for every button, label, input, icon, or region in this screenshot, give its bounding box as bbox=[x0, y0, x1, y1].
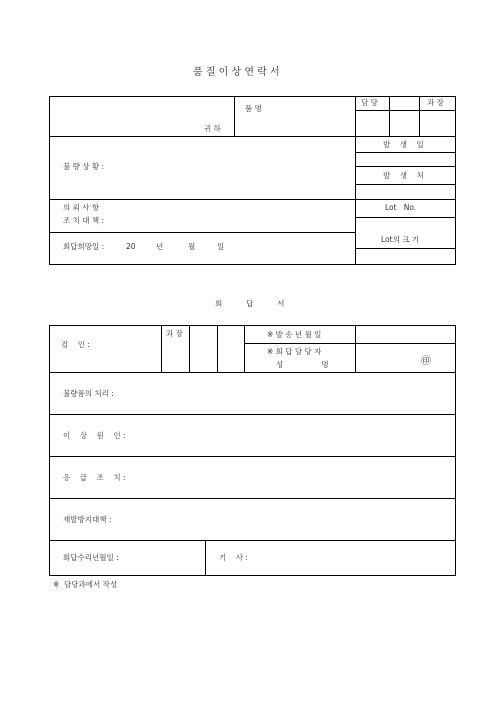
footnote: ※ 담당과에서 작성 bbox=[53, 580, 118, 589]
seal-mark: ㊞ bbox=[421, 356, 431, 367]
countermeasure-label: 조 치 대 책 : bbox=[63, 216, 105, 225]
reply-title: 회 답 서 bbox=[215, 299, 285, 308]
abnormal-cause-label: 이 상 원 인 : bbox=[63, 431, 126, 440]
recurrence-prevention-label: 재발방지대책 : bbox=[63, 515, 112, 524]
reply-desired-date-label: 회답희망일 : bbox=[63, 242, 105, 251]
occurrence-place-label: 발 생 처 bbox=[383, 171, 424, 180]
engineer-label: 기 사 : bbox=[219, 553, 248, 562]
send-date-label: ※ 발 송 년 월 일 bbox=[267, 330, 322, 339]
defect-status-label: 불 량 상 황 : bbox=[63, 162, 105, 171]
product-name-label: 품 명 bbox=[245, 104, 262, 113]
emergency-action-label: 응 급 조 치 : bbox=[63, 473, 126, 482]
reply-receipt-date-label: 회답수리년월일 : bbox=[63, 553, 119, 562]
form-title: 품 질 이 상 연 락 서 bbox=[193, 67, 280, 78]
lot-no-label: Lot No. bbox=[385, 203, 417, 212]
inspection-label: 검 인 : bbox=[61, 340, 90, 349]
damdang-label: 담 당 bbox=[361, 98, 378, 107]
addressee-label: 귀 하 bbox=[204, 124, 221, 133]
defect-handling-label: 불량품의 처리 : bbox=[63, 389, 114, 398]
year-label: 년 bbox=[156, 242, 164, 251]
responder-label: ※ 회 답 담 당 자 bbox=[267, 347, 322, 356]
day-label: 일 bbox=[217, 242, 225, 251]
lot-size-label: Lot의 크 기 bbox=[381, 235, 420, 244]
month-label: 월 bbox=[188, 242, 196, 251]
request-items-label: 의 뢰 사 항 bbox=[63, 203, 100, 212]
reply-section-chief-label: 과 장 bbox=[166, 329, 183, 338]
responder-name-label: 성 명 bbox=[276, 360, 329, 369]
section-chief-label: 과 장 bbox=[427, 98, 444, 107]
reply-year-prefix: 20 bbox=[126, 242, 136, 251]
occurrence-date-label: 발 생 일 bbox=[383, 140, 424, 149]
